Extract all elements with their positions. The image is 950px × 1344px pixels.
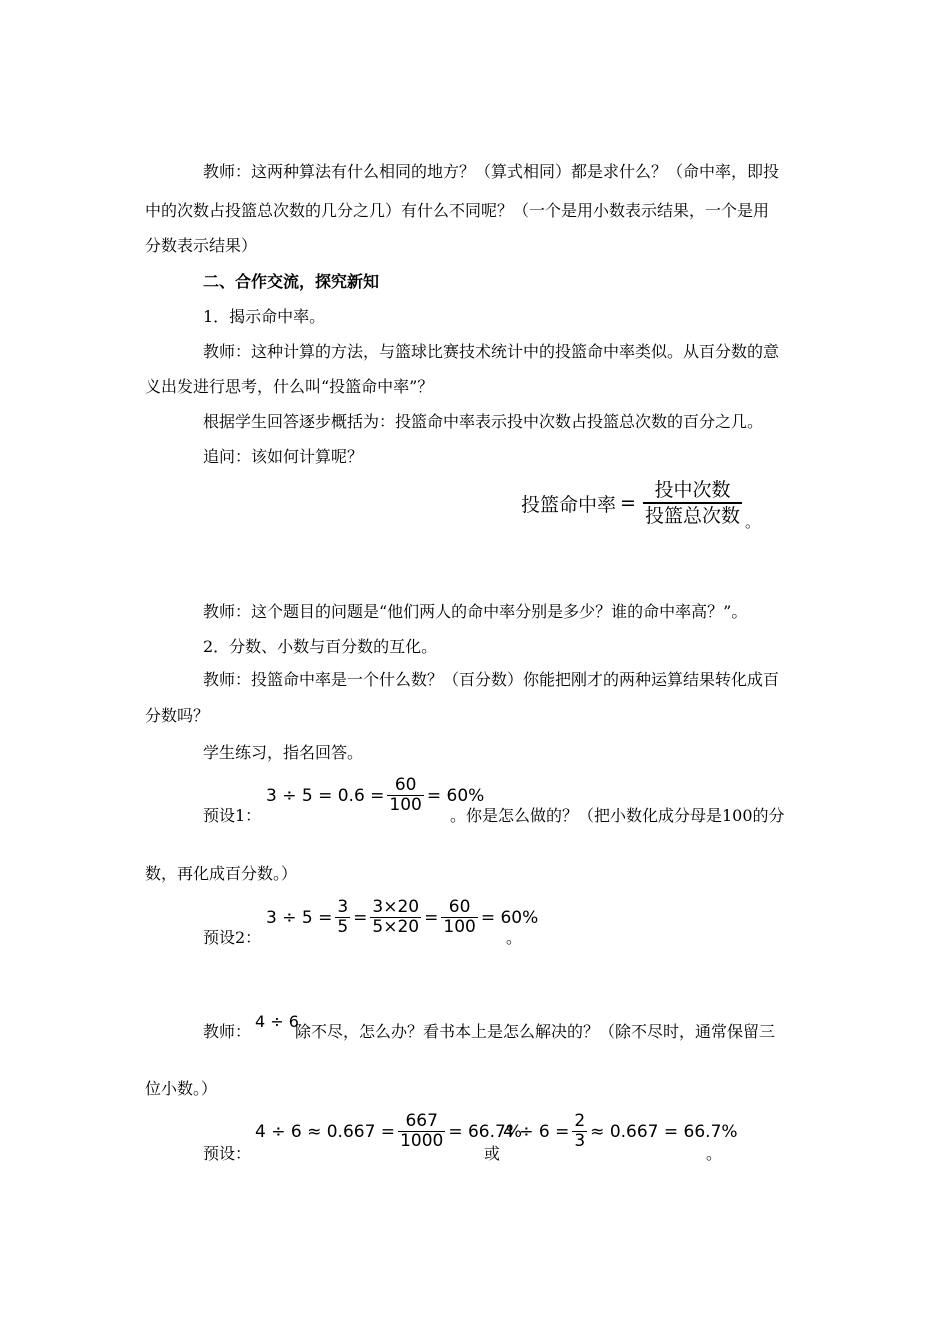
paragraph-line: 。 [706, 1144, 723, 1163]
eq3-fraction [398, 1112, 445, 1151]
hit-rate-formula [521, 478, 760, 531]
section-heading: 二、合作交流，探究新知 [203, 272, 380, 291]
paragraph-line: 学生练习，指名回答。 [203, 743, 364, 762]
eq2-f3-numerator: 60 [448, 897, 471, 917]
eq4-fraction [572, 1112, 587, 1151]
paragraph-line: 教师：这两种算法有什么相同的地方？（算式相同）都是求什么？（命中率，即投 [203, 162, 780, 181]
formula-denominator: 投篮总次数 [643, 502, 742, 528]
preset-label: 预设： [203, 1144, 252, 1163]
eq4-denominator: 3 [574, 1131, 586, 1151]
inline-equation: 4 ÷ 6 [255, 1012, 299, 1031]
formula-lhs: 投篮命中率 [521, 493, 617, 516]
paragraph-line: 教师：投篮命中率是一个什么数？（百分数）你能把刚才的两种运算结果转化成百 [203, 670, 780, 689]
paragraph-line: 。你是怎么做的？（把小数化成分母是100的分 [450, 806, 785, 825]
paragraph-line: 教师： [203, 1022, 252, 1041]
paragraph-line: 教师：这个题目的问题是“他们两人的命中率分别是多少？谁的命中率高？”。 [203, 602, 748, 621]
paragraph-line: 分数表示结果） [145, 236, 258, 255]
formula-period: 。 [744, 513, 760, 531]
formula-numerator: 投中次数 [654, 479, 731, 501]
eq4-numerator: 2 [574, 1111, 586, 1131]
eq1-left: 3 ÷ 5 = 0.6 = [266, 785, 385, 806]
preset-label: 预设1： [203, 806, 262, 825]
eq2-f2-numerator: 3×20 [372, 897, 420, 917]
eq1-numerator: 60 [394, 775, 417, 795]
paragraph-line: 分数吗？ [145, 706, 210, 725]
eq2-fraction-1 [335, 898, 350, 937]
paragraph-line: 追问：该如何计算呢？ [203, 447, 364, 466]
paragraph-line: 教师：这种计算的方法，与篮球比赛技术统计中的投篮命中率类似。从百分数的意 [203, 342, 780, 361]
equation-2 [266, 898, 538, 937]
eq4-right: ≈ 0.667 = 66.7% [590, 1121, 738, 1142]
equation-4 [503, 1112, 738, 1151]
eq1-denominator: 100 [389, 795, 422, 815]
eq2-f3-denominator: 100 [443, 917, 476, 937]
paragraph-line: 根据学生回答逐步概括为：投篮命中率表示投中次数占投篮总次数的百分之几。 [203, 412, 764, 431]
eq3-denominator: 1000 [400, 1131, 444, 1151]
paragraph-line: 位小数。） [145, 1079, 218, 1098]
eq4-left: 4 ÷ 6 = [503, 1121, 570, 1142]
paragraph-line: 。 [506, 928, 523, 947]
eq2-left: 3 ÷ 5 = [266, 907, 333, 928]
eq2-f1-denominator: 5 [337, 917, 349, 937]
preset-label: 预设2： [203, 928, 262, 947]
eq2-equals: = [353, 907, 368, 928]
eq2-fraction-2 [370, 898, 421, 937]
list-item: 2．分数、小数与百分数的互化。 [203, 637, 438, 656]
paragraph-line: 义出发进行思考，什么叫“投篮命中率”？ [145, 377, 434, 396]
formula-equals: = [620, 492, 636, 514]
eq2-fraction-3 [441, 898, 477, 937]
eq3-left: 4 ÷ 6 ≈ 0.667 = [255, 1121, 396, 1142]
eq2-equals: = [424, 907, 439, 928]
list-item: 1．揭示命中率。 [203, 307, 326, 326]
formula-fraction [643, 478, 742, 528]
equation-3 [255, 1112, 522, 1151]
conjunction-or: 或 [484, 1144, 501, 1163]
paragraph-line: 除不尽，怎么办？看书本上是怎么解决的？（除不尽时，通常保留三 [295, 1022, 776, 1041]
eq2-right: = 60% [480, 907, 539, 928]
eq1-fraction [387, 776, 423, 815]
paragraph-line: 中的次数占投篮总次数的几分之几）有什么不同呢？（一个是用小数表示结果，一个是用 [145, 201, 770, 220]
eq1-right: = 60% [426, 785, 485, 806]
eq2-f2-denominator: 5×20 [372, 917, 420, 937]
paragraph-line: 数，再化成百分数。） [145, 864, 298, 883]
eq3-numerator: 667 [405, 1111, 438, 1131]
eq3-right: = 66.7% [448, 1121, 522, 1142]
eq2-f1-numerator: 3 [337, 897, 349, 917]
